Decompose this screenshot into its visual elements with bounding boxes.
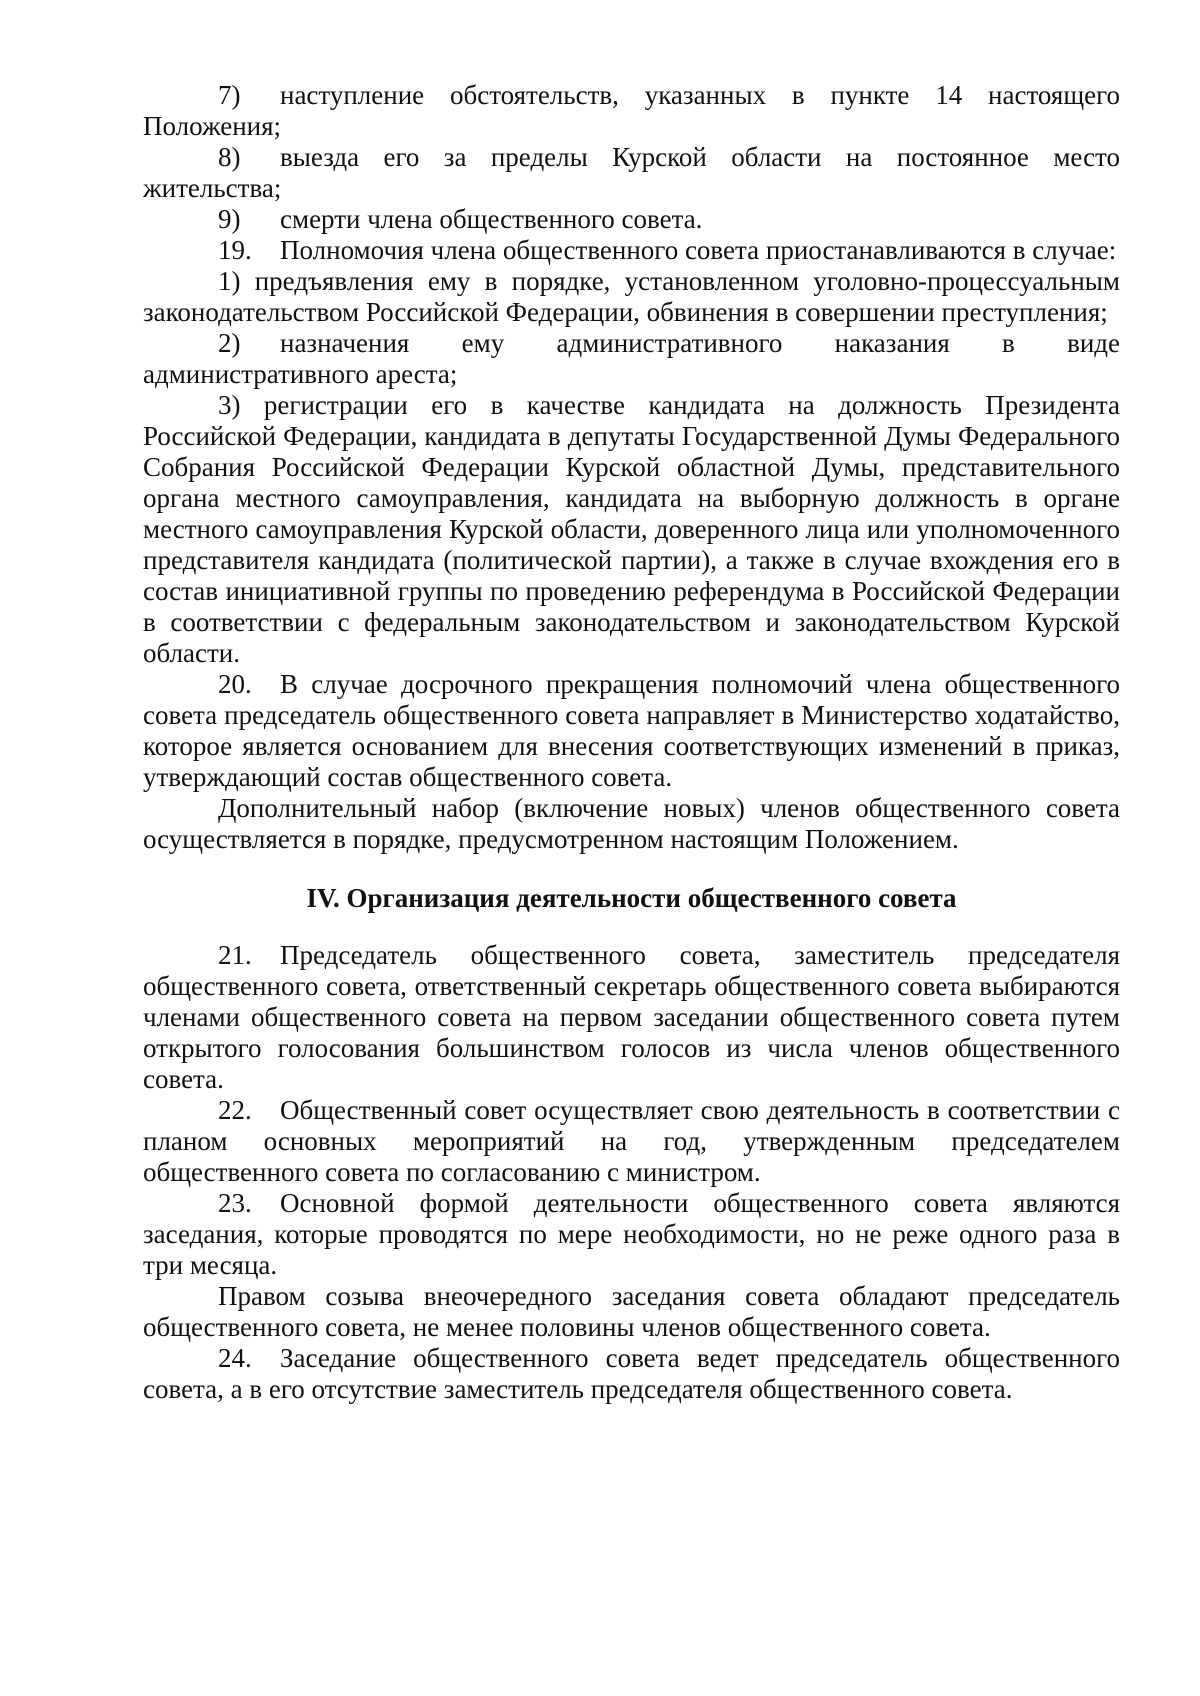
paragraph-additional-set bbox=[143, 793, 1120, 855]
paragraph-text: Заседание общественного совета ведет председатель общественного совета, а в его отсутствие заместитель председателя общественного совета. bbox=[143, 1343, 1120, 1404]
clause-number: 22. bbox=[218, 1095, 252, 1125]
clause-number: 24. bbox=[218, 1343, 252, 1373]
section-heading: IV. Организация деятельности общественного совета bbox=[306, 883, 957, 913]
paragraph-text: Правом созыва внеочередного заседания совета обладают председатель общественного совета, не менее половины членов общественного совета. bbox=[143, 1281, 1120, 1342]
paragraph-text: В случае досрочного прекращения полномочий члена общественного совета председатель общественного совета направляет в Министерство ходатайство, которое является основанием для внесения соответствующих изменений в приказ, утверждающий состав общественного совета. bbox=[143, 669, 1120, 792]
paragraph-text: Полномочия члена общественного совета приостанавливаются в случае: bbox=[280, 235, 1117, 265]
section-1 bbox=[143, 80, 1120, 855]
paragraph-subitem-1 bbox=[143, 266, 1120, 328]
paragraph-clause-24 bbox=[143, 1343, 1120, 1405]
item-number: 9) bbox=[218, 204, 241, 234]
clause-number: 20. bbox=[218, 669, 252, 699]
paragraph-text: 3) регистрации его в качестве кандидата на должность Президента Российской Федерации, кандидата в депутаты Государственной Думы Федерального Собрания Российской Федерации Курской областной Думы, представительного органа местного самоуправления, кандидата на выборную должность в органе местного самоуправления Курской области, доверенного лица или уполномоченного представителя кандидата (политической партии), а также в случае вхождения его в состав инициативной группы по проведению референдума в Российской Федерации в соответствии с федеральным законодательством и законодательством Курской области. bbox=[143, 390, 1120, 668]
item-number: 2) bbox=[218, 328, 241, 358]
paragraph-text: Основной формой деятельности общественного совета являются заседания, которые проводятся по мере необходимости, но не реже одного раза в три месяца. bbox=[143, 1188, 1120, 1280]
clause-number: 21. bbox=[218, 940, 252, 970]
paragraph-clause-21 bbox=[143, 940, 1120, 1095]
item-number: 7) bbox=[218, 80, 241, 110]
paragraph-text: выезда его за пределы Курской области на постоянное место жительства; bbox=[143, 142, 1120, 203]
section-2 bbox=[143, 940, 1120, 1405]
paragraph-text: назначения ему административного наказания в виде административного ареста; bbox=[143, 328, 1120, 389]
paragraph-item-8 bbox=[143, 142, 1120, 204]
paragraph-item-9 bbox=[143, 204, 1120, 235]
paragraph-subitem-2 bbox=[143, 328, 1120, 390]
paragraph-clause-23 bbox=[143, 1188, 1120, 1281]
paragraph-text: смерти члена общественного совета. bbox=[280, 204, 703, 234]
paragraph-clause-20 bbox=[143, 669, 1120, 793]
paragraph-text: 1) предъявления ему в порядке, установленном уголовно-процессуальным законодательством Российской Федерации, обвинения в совершении преступления; bbox=[143, 266, 1120, 327]
paragraph-extraordinary-meeting bbox=[143, 1281, 1120, 1343]
paragraph-text: Общественный совет осуществляет свою деятельность в соответствии с планом основных мероприятий на год, утвержденным председателем общественного совета по согласованию с министром. bbox=[143, 1095, 1120, 1187]
paragraph-subitem-3 bbox=[143, 390, 1120, 669]
paragraph-clause-19 bbox=[143, 235, 1120, 266]
paragraph-text: наступление обстоятельств, указанных в пункте 14 настоящего Положения; bbox=[143, 80, 1120, 141]
clause-number: 23. bbox=[218, 1188, 252, 1218]
clause-number: 19. bbox=[218, 235, 252, 265]
paragraph-text: Дополнительный набор (включение новых) членов общественного совета осуществляется в порядке, предусмотренном настоящим Положением. bbox=[143, 793, 1120, 854]
paragraph-item-7 bbox=[143, 80, 1120, 142]
item-number: 8) bbox=[218, 142, 241, 172]
paragraph-clause-22 bbox=[143, 1095, 1120, 1188]
paragraph-text: Председатель общественного совета, заместитель председателя общественного совета, ответственный секретарь общественного совета выбираются членами общественного совета на первом заседании общественного совета путем открытого голосования большинством голосов из числа членов общественного совета. bbox=[143, 940, 1120, 1094]
